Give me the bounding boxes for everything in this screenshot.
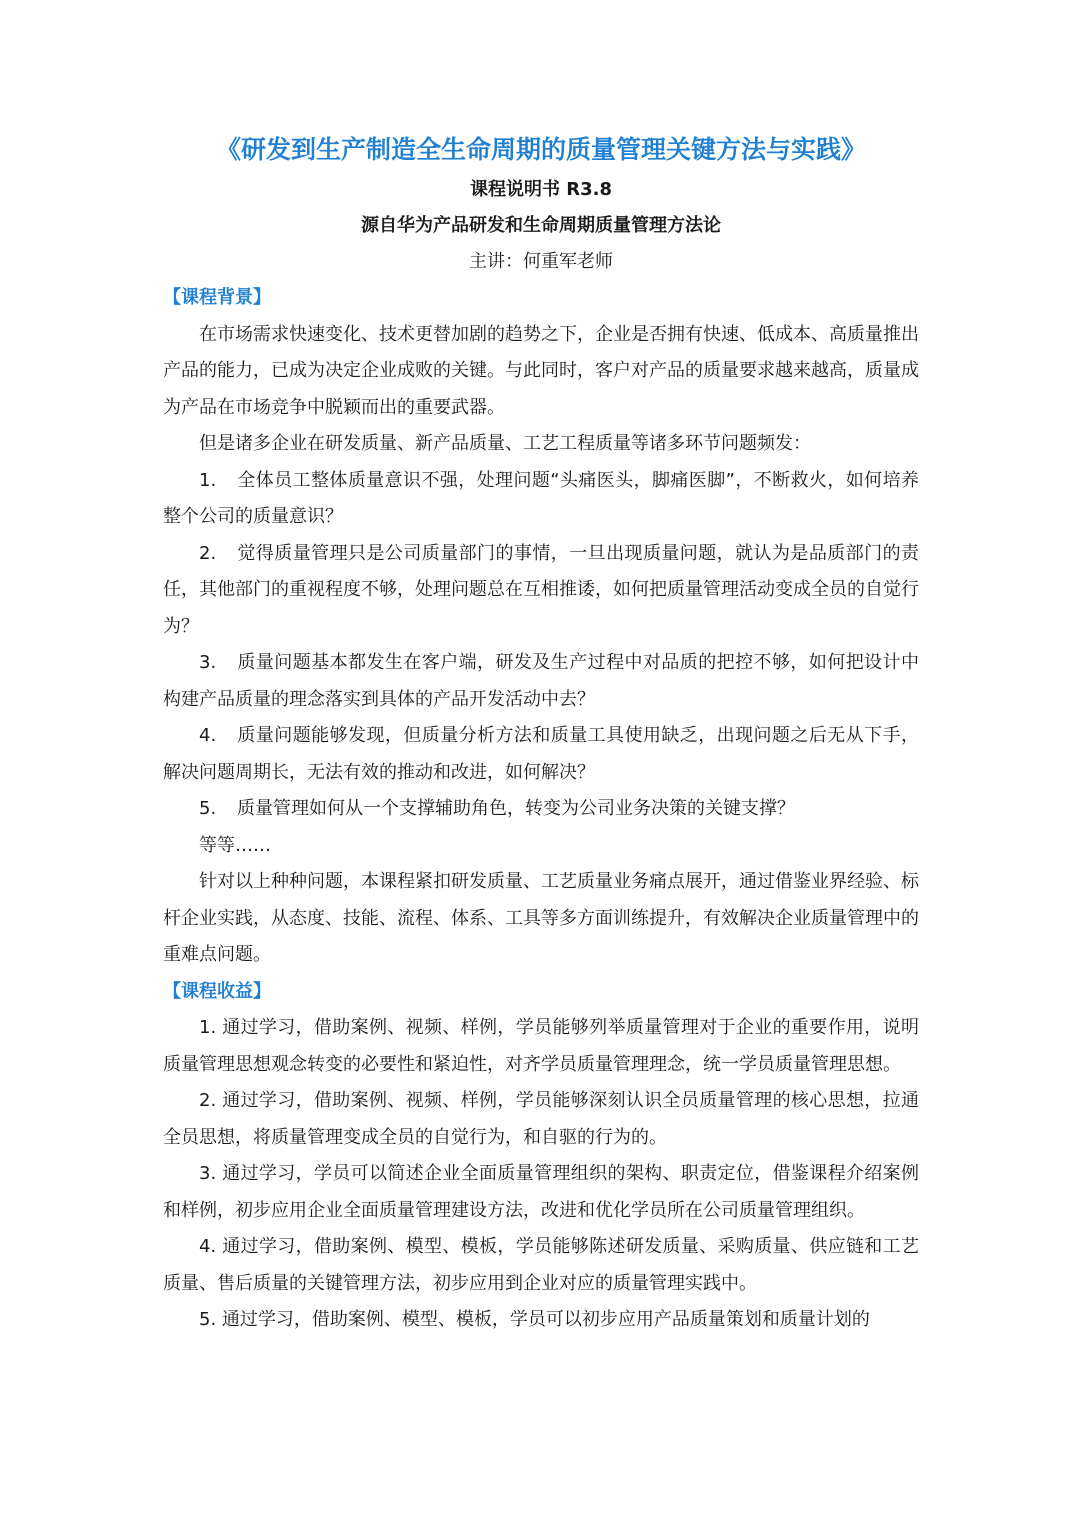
background-problems-lead: 但是诸多企业在研发质量、新产品质量、工艺工程质量等诸多环节问题频发： [199, 433, 811, 454]
course-lecturer: 主讲：何重军老师 [469, 251, 613, 272]
problem-item [163, 791, 919, 828]
course-subtitle: 课程说明书 R3.8 [469, 179, 612, 200]
problem-text: 全体员工整体质量意识不强，处理问题“头痛医头，脚痛医脚”，不断救火，如何培养整个公司的质量意识？ [163, 469, 919, 527]
problem-number: 2. [199, 542, 217, 564]
problem-text: 质量问题基本都发生在客户端，研发及生产过程中对品质的把控不够，如何把设计中构建产品质量的理念落实到具体的产品开发活动中去？ [163, 652, 919, 710]
background-intro-paragraph: 在市场需求快速变化、技术更替加剧的趋势之下，企业是否拥有快速、低成本、高质量推出产品的能力，已成为决定企业成败的关键。与此同时，客户对产品的质量要求越来越高，质量成为产品在市场竞争中脱颖而出的重要武器。 [163, 323, 919, 418]
problem-item [163, 463, 919, 536]
etc-line: 等等…… [199, 834, 271, 856]
benefit-item: 2. 通过学习，借助案例、视频、样例，学员能够深刻认识全员质量管理的核心思想，拉通全员思想，将质量管理变成全员的自觉行为，和自驱的行为的。 [163, 1090, 919, 1148]
problem-item [163, 536, 919, 646]
section-heading-background: 【课程背景】 [163, 287, 271, 308]
document-content [163, 128, 919, 1339]
course-title: 《研发到生产制造全生命周期的质量管理关键方法与实践》 [215, 135, 866, 164]
problem-text: 觉得质量管理只是公司质量部门的事情，一旦出现质量问题，就认为是品质部门的责任，其他部门的重视程度不够，处理问题总在互相推诿，如何把质量管理活动变成全员的自觉行为？ [163, 542, 919, 637]
problem-number: 4. [199, 725, 217, 746]
course-tagline: 源自华为产品研发和生命周期质量管理方法论 [361, 215, 721, 236]
problem-item [163, 645, 919, 718]
problem-number: 1. [199, 469, 217, 491]
benefit-item: 5. 通过学习，借助案例、模型、模板，学员可以初步应用产品质量策划和质量计划的 [199, 1309, 870, 1330]
benefit-item: 3. 通过学习，学员可以简述企业全面质量管理组织的架构、职责定位，借鉴课程介绍案例和样例，初步应用企业全面质量管理建设方法，改进和优化学员所在公司质量管理组织。 [163, 1163, 919, 1221]
problem-item [163, 718, 919, 791]
problem-number: 5. [199, 798, 217, 819]
section-heading-benefits: 【课程收益】 [163, 980, 271, 1002]
benefit-item: 1. 通过学习，借助案例、视频、样例，学员能够列举质量管理对于企业的重要作用，说明质量管理思想观念转变的必要性和紧迫性，对齐学员质量管理理念，统一学员质量管理思想。 [163, 1017, 919, 1075]
problem-text: 质量管理如何从一个支撑辅助角色，转变为公司业务决策的关键支撑？ [237, 798, 795, 819]
problem-number: 3. [199, 652, 217, 673]
problem-text: 质量问题能够发现，但质量分析方法和质量工具使用缺乏，出现问题之后无从下手，解决问题周期长，无法有效的推动和改进，如何解决？ [163, 725, 919, 783]
background-conclusion-paragraph: 针对以上种种问题，本课程紧扣研发质量、工艺质量业务痛点展开，通过借鉴业界经验、标杆企业实践，从态度、技能、流程、体系、工具等多方面训练提升，有效解决企业质量管理中的重难点问题。 [163, 871, 919, 965]
benefit-item: 4. 通过学习，借助案例、模型、模板，学员能够陈述研发质量、采购质量、供应链和工艺质量、售后质量的关键管理方法，初步应用到企业对应的质量管理实践中。 [163, 1236, 919, 1294]
